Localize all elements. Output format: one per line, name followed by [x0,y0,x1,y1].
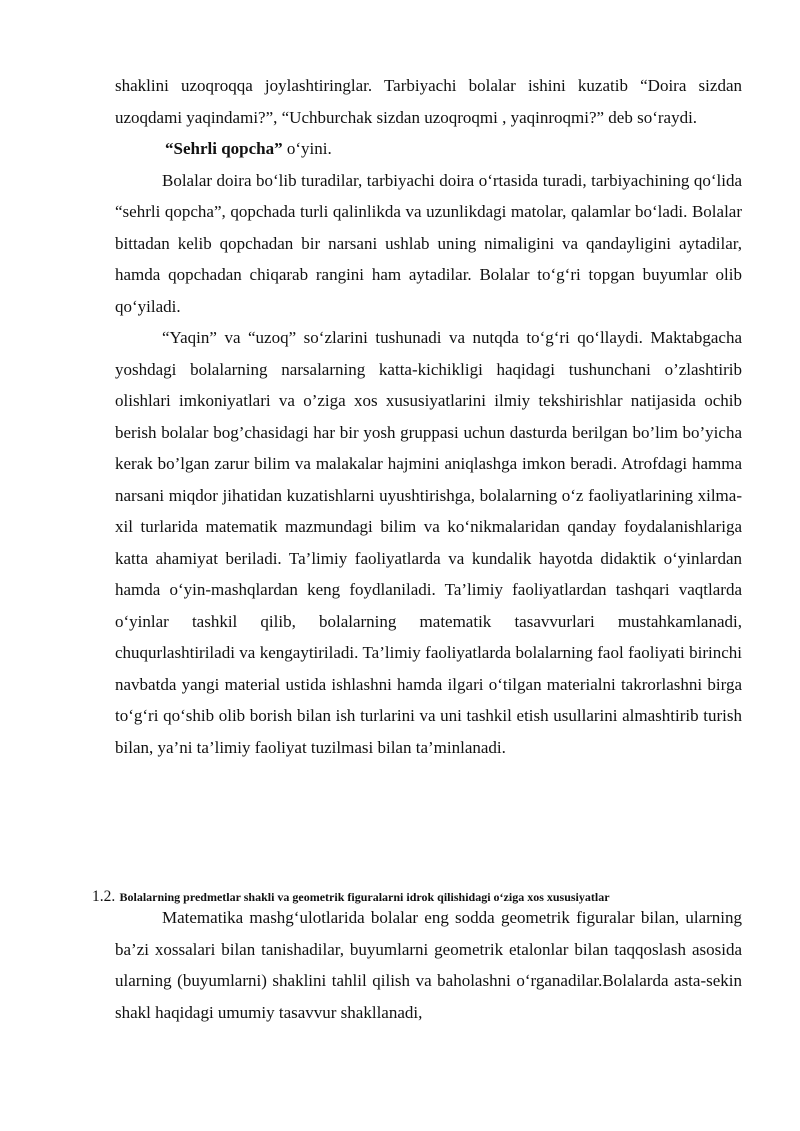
paragraph-game: Bolalar doira bo‘lib turadilar, tarbiyachi doira o‘rtasida turadi, tarbiyachining qo‘lida “sehrli qopcha”, qopchada turli qalinlikda va uzunlikdagi matolar, qalamlar bo‘ladi. Bolalar bittadan kelib qopchadan bir narsani ushlab uning nimaligini va qandayligini aytadilar, hamda qopchadan chiqarab rangini ham aytadilar. Bolalar to‘g‘ri topgan buyumlar olib qo‘yiladi. [115,170,742,316]
section-title: Bolalarning predmetlar shakli va geometrik figuralarni idrok qilishidagi o‘ziga xos xususiyatlar [119,890,610,904]
game-title-suffix: o‘yini. [282,139,332,158]
game-title-line [115,133,742,165]
section-number: 1.2. [92,888,116,905]
paragraph-intro: shaklini uzoqroqqa joylashtiringlar. Tarbiyachi bolalar ishini kuzatib “Doira sizdan uzoqdami yaqindami?”, “Uchburchak sizdan uzoqroqmi , yaqinroqmi?” deb so‘raydi. [115,76,742,127]
paragraph-section: Matematika mashg‘ulotlarida bolalar eng sodda geometrik figuralar bilan, ularning ba’zi xossalari bilan tanishadilar, buyumlarni geometrik etalonlar bilan taqqoslash asosida ularning (buyumlarni) shaklini tahlil qilish va baholashni o‘rganadilar.Bolalarda asta-sekin shakl haqidagi umumiy tasavvur shakllanadi, [115,908,742,1022]
upper-text-block [115,70,742,763]
game-title: “Sehrli qopcha” [165,139,283,158]
lower-text-block [115,902,742,1028]
paragraph-main: “Yaqin” va “uzoq” so‘zlarini tushunadi va nutqda to‘g‘ri qo‘llaydi. Maktabgacha yoshdagi bolalarning narsalarning katta-kichikligi haqidagi tushunchani o’zlashtirib olishlari imkoniyatlari va o’ziga xos xususiyatlarini ilmiy tekshirishlar natijasida ochib berish bolalar bog’chasidagi har bir yosh gruppasi uchun dasturda berilgan bo’lim bo’yicha kerak bo’lgan zarur bilim va malakalar hajmini aniqlashga imkon beradi. Atrofdagi hamma narsani miqdor jihatidan kuzatishlarni uyushtirishga, bolalarning o‘z faoliyatlarining xilma-xil turlarida matematik mazmundagi bilim va ko‘nikmalaridan qanday foydalanishlariga katta ahamiyat beriladi. Ta’limiy faoliyatlarda va kundalik hayotda didaktik o‘yinlardan hamda o‘yin-mashqlardan keng foydlaniladi. Ta’limiy faoliyatlardan tashqari vaqtlarda o‘yinlar tashkil qilib, bolalarning matematik tasavvurlari mustahkamlanadi, chuqurlashtiriladi va kengaytiriladi. Ta’limiy faoliyatlarda bolalarning faol faoliyati birinchi navbatda yangi material ustida ishlashni hamda ilgari o‘tilgan materialni takrorlashni birga to‘g‘ri qo‘shib olib borish bilan ish turlarini va uni tashkil etish usullarini almashtirib turish bilan, ya’ni ta’limiy faoliyat tuzilmasi bilan ta’minlanadi. [115,328,742,757]
